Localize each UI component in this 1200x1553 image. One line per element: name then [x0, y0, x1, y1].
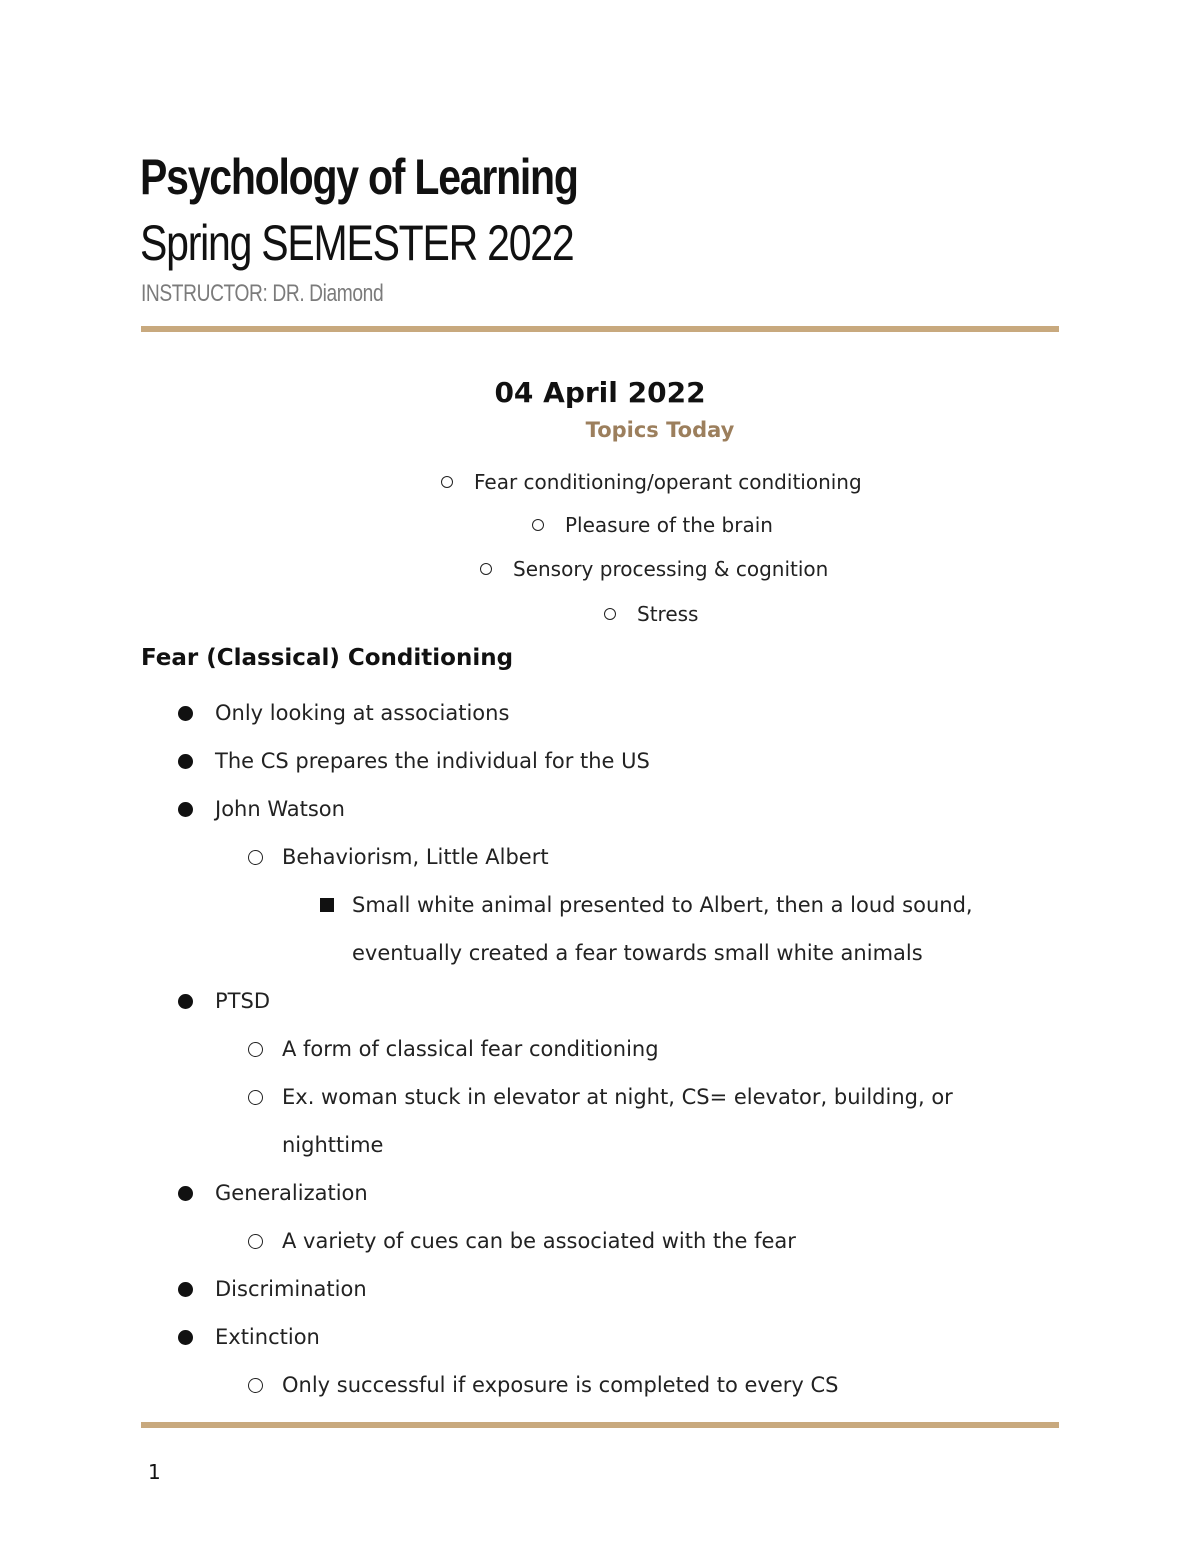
list-item	[178, 701, 509, 725]
topic-text: Stress	[637, 602, 699, 626]
topic-item	[604, 602, 698, 626]
section-heading: Fear (Classical) Conditioning	[141, 645, 514, 671]
list-item-text: A form of classical fear conditioning	[282, 1037, 659, 1061]
filled-circle-bullet-icon	[178, 754, 193, 769]
list-item-text: PTSD	[215, 989, 270, 1013]
hollow-circle-bullet-icon	[480, 563, 492, 575]
list-item	[178, 1277, 367, 1301]
list-item	[178, 989, 270, 1013]
hollow-circle-bullet-icon	[248, 1090, 263, 1105]
topic-text: Pleasure of the brain	[565, 513, 773, 537]
list-item	[178, 749, 650, 773]
list-item-continuation: nighttime	[282, 1133, 384, 1157]
filled-circle-bullet-icon	[178, 1282, 193, 1297]
date-heading: 04 April 2022	[494, 376, 706, 409]
list-item-text: Behaviorism, Little Albert	[282, 845, 549, 869]
filled-circle-bullet-icon	[178, 1330, 193, 1345]
document-title: Psychology of Learning	[140, 149, 578, 205]
topic-text: Sensory processing & cognition	[513, 557, 829, 581]
list-item-text: The CS prepares the individual for the US	[215, 749, 650, 773]
hollow-circle-bullet-icon	[248, 1234, 263, 1249]
list-item-text: Ex. woman stuck in elevator at night, CS= elevator, building, or	[282, 1085, 953, 1109]
list-item-text: Only looking at associations	[215, 701, 510, 725]
filled-circle-bullet-icon	[178, 994, 193, 1009]
filled-circle-bullet-icon	[178, 1186, 193, 1201]
list-item	[248, 845, 549, 869]
filled-circle-bullet-icon	[178, 706, 193, 721]
semester-subtitle: Spring SEMESTER 2022	[140, 215, 574, 271]
list-item	[178, 1181, 368, 1205]
topics-heading: Topics Today	[585, 418, 735, 442]
list-item	[248, 1229, 796, 1253]
list-item-text: A variety of cues can be associated with the fear	[282, 1229, 796, 1253]
hollow-circle-bullet-icon	[248, 1042, 263, 1057]
hollow-circle-bullet-icon	[604, 608, 616, 620]
top-divider	[141, 326, 1059, 332]
list-item-continuation: eventually created a fear towards small white animals	[352, 941, 923, 965]
list-item-text: Discrimination	[215, 1277, 367, 1301]
topic-item	[532, 513, 773, 537]
list-item	[248, 1373, 839, 1397]
hollow-circle-bullet-icon	[248, 850, 263, 865]
filled-square-bullet-icon	[320, 898, 334, 912]
hollow-circle-bullet-icon	[248, 1378, 263, 1393]
bottom-divider	[141, 1422, 1059, 1428]
topic-text: Fear conditioning/operant conditioning	[474, 470, 862, 494]
list-item-text: Generalization	[215, 1181, 368, 1205]
page-number: 1	[148, 1460, 161, 1484]
hollow-circle-bullet-icon	[441, 476, 453, 488]
list-item-text: John Watson	[215, 797, 345, 821]
filled-circle-bullet-icon	[178, 802, 193, 817]
list-item	[248, 1085, 953, 1109]
hollow-circle-bullet-icon	[532, 519, 544, 531]
topic-item	[480, 557, 828, 581]
list-item-text: Only successful if exposure is completed to every CS	[282, 1373, 839, 1397]
list-item	[178, 1325, 320, 1349]
list-item-text: Extinction	[215, 1325, 320, 1349]
list-item-text: Small white animal presented to Albert, then a loud sound,	[352, 893, 973, 917]
topic-item	[441, 470, 862, 494]
instructor-line: INSTRUCTOR: DR. Diamond	[141, 280, 384, 307]
list-item	[178, 797, 345, 821]
list-item	[320, 893, 973, 917]
list-item	[248, 1037, 659, 1061]
